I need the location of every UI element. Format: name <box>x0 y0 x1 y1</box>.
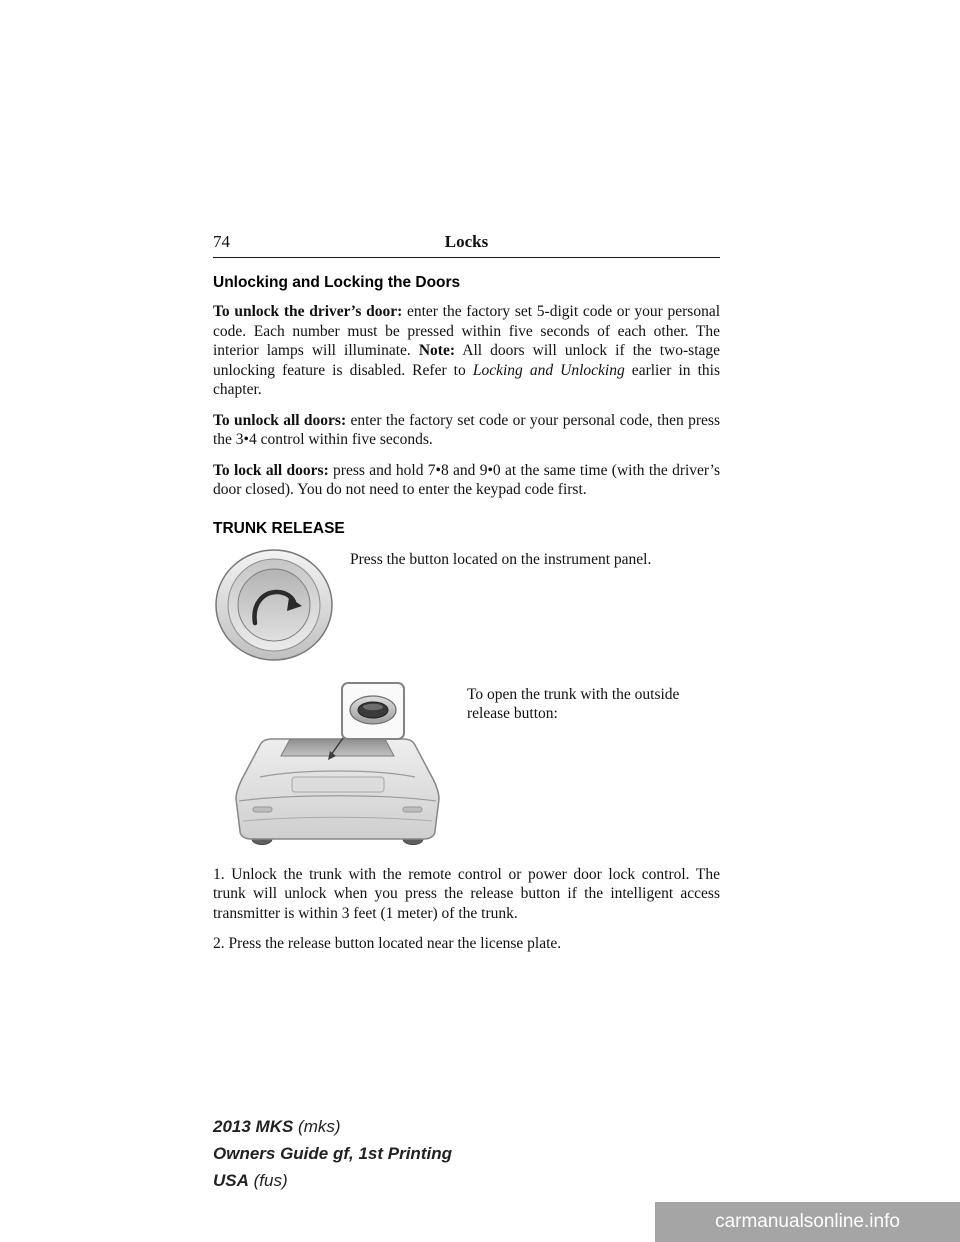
watermark-banner <box>655 1202 960 1242</box>
figure-outside-release <box>213 681 720 851</box>
cross-reference: Locking and Unlocking <box>472 361 625 379</box>
trunk-release-button-image <box>213 548 335 667</box>
step-1: 1. Unlock the trunk with the remote control or power door lock control. The trunk will unlock when you press the release button if the intelligent access transmitter is within 3 feet (1 meter) of the trunk. <box>213 865 720 922</box>
section-heading-trunk-release: TRUNK RELEASE <box>213 519 345 537</box>
bold-lead: To unlock all doors: <box>213 411 347 429</box>
footer-model-code: (mks) <box>293 1117 341 1136</box>
footer-model: 2013 MKS <box>213 1117 294 1136</box>
text-run: All doors will unlock if the two-stage unlocking feature is disabled. Refer to <box>213 342 721 379</box>
header-rule <box>213 257 720 258</box>
footer-region: USA <box>213 1171 249 1190</box>
section-heading-doors: Unlocking and Locking the Doors <box>213 274 461 291</box>
text-run: enter the factory set 5-digit code or your personal code. Each number must be pressed within five seconds of each other. The interior lamps will illuminate. <box>213 303 721 359</box>
note-label: Note: <box>418 342 456 359</box>
figure-trunk-release-button <box>213 548 720 667</box>
text-run: enter the factory set code or your personal code, then press the 3•4 control within five seconds. <box>213 411 720 448</box>
content-column <box>213 232 720 965</box>
release-button-inset <box>342 683 404 739</box>
figure-caption: To open the trunk with the outside release button: <box>467 685 680 722</box>
paragraph-unlock-driver-door <box>213 302 720 400</box>
page-title: Locks <box>444 232 489 251</box>
step-2: 2. Press the release button located near the license plate. <box>213 935 562 952</box>
figure-caption: Press the button located on the instrument panel. <box>350 550 652 568</box>
paragraph-unlock-all-doors <box>213 411 720 450</box>
footer-line-2: Owners Guide gf, 1st Printing <box>213 1144 452 1163</box>
page-header <box>213 232 720 252</box>
watermark-text: carmanualsonline.info <box>715 1211 900 1232</box>
text-run: earlier in this chapter. <box>213 361 720 398</box>
page-number: 74 <box>213 232 230 251</box>
footer-line-3 <box>213 1167 452 1194</box>
paragraph-lock-all-doors <box>213 461 720 500</box>
car-rear-with-release-button-icon <box>230 681 445 846</box>
footer-line-1 <box>213 1113 452 1140</box>
print-footer <box>213 1113 452 1194</box>
text-run: press and hold 7•8 and 9•0 at the same time (with the driver’s door closed). You do not need to enter the keypad code first. <box>213 461 720 498</box>
footer-region-code: (fus) <box>248 1171 288 1190</box>
bold-lead: To unlock the driver’s door: <box>213 303 403 320</box>
trunk-open-icon <box>213 548 335 662</box>
car-rear-image <box>230 681 445 851</box>
bold-lead: To lock all doors: <box>213 461 329 479</box>
